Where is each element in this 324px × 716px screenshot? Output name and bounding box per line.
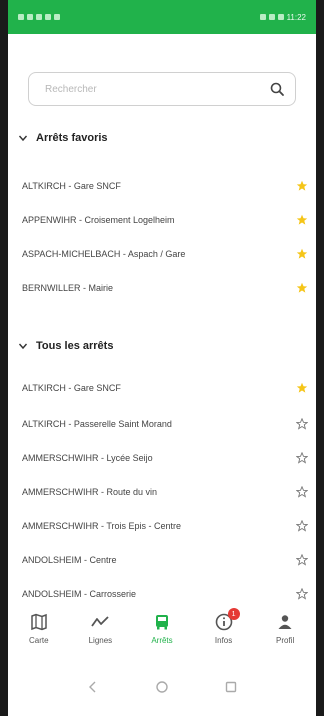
list-item[interactable]	[22, 210, 308, 230]
battery-icon	[278, 14, 284, 20]
signal-icon	[269, 14, 275, 20]
stops-screen	[8, 34, 316, 628]
stop-name: ANDOLSHEIM - Carrosserie	[22, 589, 137, 599]
list-item[interactable]	[22, 550, 308, 570]
bus-stop-icon	[152, 612, 172, 632]
home-icon[interactable]	[155, 680, 169, 694]
stop-name: AMMERSCHWIHR - Lycée Seijo	[22, 453, 153, 463]
star-outline-icon[interactable]	[296, 554, 308, 566]
all-stops-section-header[interactable]	[18, 340, 113, 352]
star-filled-icon[interactable]	[296, 282, 308, 294]
stop-name: ALTKIRCH - Passerelle Saint Morand	[22, 419, 172, 429]
profile-icon	[275, 612, 295, 632]
notification-badge: 1	[228, 608, 240, 620]
stop-name: BERNWILLER - Mairie	[22, 283, 114, 293]
status-time: 11:22	[286, 12, 306, 22]
star-filled-icon[interactable]	[296, 214, 308, 226]
notification-icon	[27, 14, 33, 20]
list-item[interactable]	[22, 244, 308, 264]
list-item[interactable]	[22, 378, 308, 398]
star-filled-icon[interactable]	[296, 382, 308, 394]
stop-name: ANDOLSHEIM - Centre	[22, 555, 117, 565]
notification-icon	[18, 14, 24, 20]
star-filled-icon[interactable]	[296, 248, 308, 260]
bottom-tab-bar	[8, 608, 316, 658]
star-outline-icon[interactable]	[296, 520, 308, 532]
tab-label: Carte	[29, 636, 49, 645]
notification-icon	[36, 14, 42, 20]
star-outline-icon[interactable]	[296, 418, 308, 430]
list-item[interactable]	[22, 278, 308, 298]
favorites-section-header[interactable]	[18, 132, 108, 144]
stop-name: ALTKIRCH - Gare SNCF	[22, 383, 121, 393]
map-icon	[29, 612, 49, 632]
chevron-down-icon	[18, 341, 28, 351]
status-icons-right	[260, 13, 306, 22]
star-outline-icon[interactable]	[296, 588, 308, 600]
search-icon[interactable]	[269, 81, 285, 97]
tab-lignes[interactable]	[74, 612, 126, 645]
status-icons-left	[18, 14, 60, 20]
chevron-down-icon	[18, 133, 28, 143]
tab-label: Infos	[214, 636, 233, 645]
star-filled-icon[interactable]	[296, 180, 308, 192]
stop-name: AMMERSCHWIHR - Trois Epis - Centre	[22, 521, 182, 531]
tab-infos[interactable]	[198, 612, 250, 645]
list-item[interactable]	[22, 176, 308, 196]
notification-icon	[54, 14, 60, 20]
star-outline-icon[interactable]	[296, 486, 308, 498]
star-outline-icon[interactable]	[296, 452, 308, 464]
list-item[interactable]	[22, 482, 308, 502]
back-icon[interactable]	[86, 680, 100, 694]
tab-label: Profil	[276, 636, 295, 645]
tab-carte[interactable]	[13, 612, 65, 645]
status-bar	[0, 0, 324, 34]
tab-profil[interactable]	[259, 612, 311, 645]
list-item[interactable]	[22, 584, 308, 604]
wifi-icon	[260, 14, 266, 20]
recents-icon[interactable]	[224, 680, 238, 694]
stop-name: APPENWIHR - Croisement Logelheim	[22, 215, 175, 225]
list-item[interactable]	[22, 448, 308, 468]
system-nav-bar	[8, 658, 316, 716]
list-item[interactable]	[22, 516, 308, 536]
notification-icon	[45, 14, 51, 20]
list-item[interactable]	[22, 414, 308, 434]
stop-name: ALTKIRCH - Gare SNCF	[22, 181, 121, 191]
all-stops-title: Tous les arrêts	[36, 340, 114, 352]
tab-label: Lignes	[88, 636, 113, 645]
route-icon	[90, 612, 110, 632]
tab-arrets[interactable]	[136, 612, 188, 645]
stop-name: AMMERSCHWIHR - Route du vin	[22, 487, 158, 497]
favorites-title: Arrêts favoris	[36, 132, 108, 144]
tab-label: Arrêts	[151, 636, 173, 645]
stop-name: ASPACH-MICHELBACH - Aspach / Gare	[22, 249, 186, 259]
search-bar[interactable]	[28, 72, 296, 106]
search-input[interactable]	[45, 84, 269, 95]
